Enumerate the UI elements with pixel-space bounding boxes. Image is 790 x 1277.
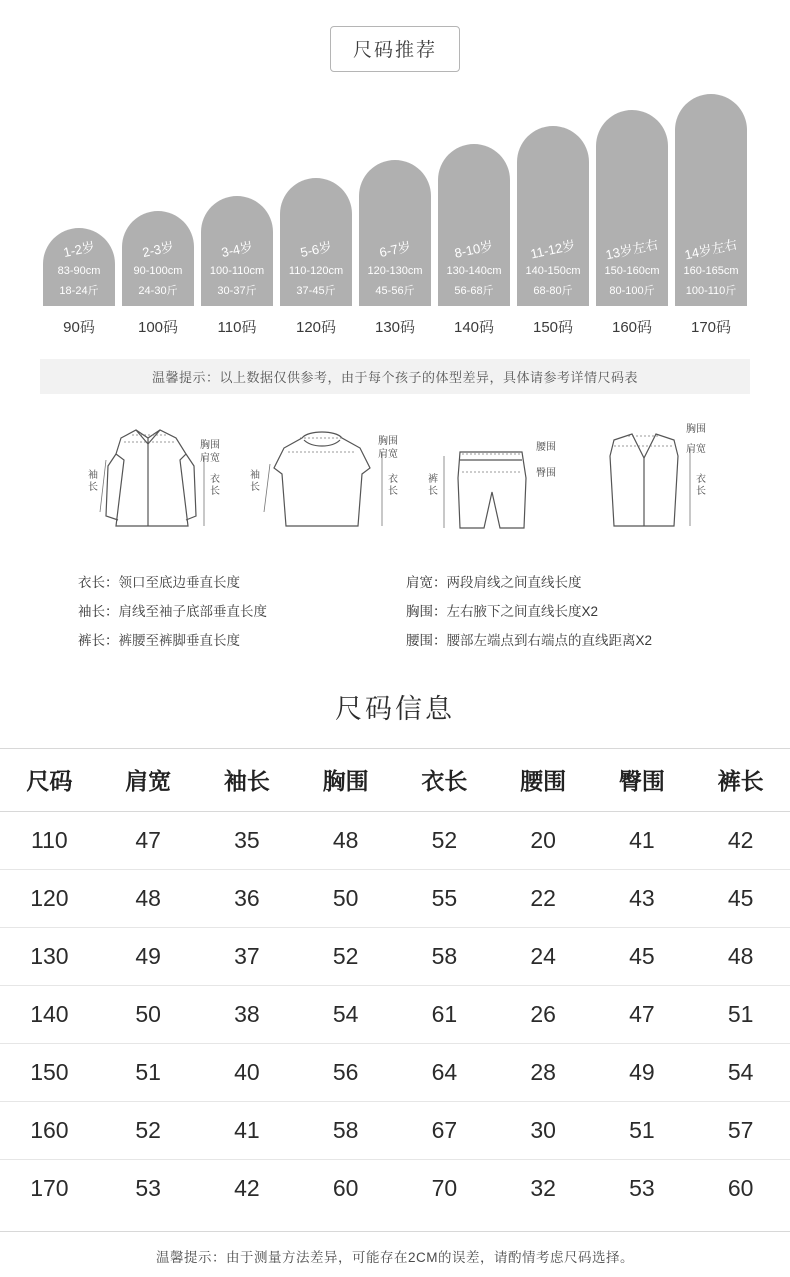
table-cell: 50: [296, 870, 395, 928]
table-cell: 24: [494, 928, 593, 986]
table-cell: 58: [296, 1102, 395, 1160]
size-bar: [517, 126, 589, 306]
table-cell: 51: [691, 986, 790, 1044]
table-cell: 60: [727, 1175, 754, 1201]
table-cell: 58: [395, 928, 494, 986]
size-bar-column: [435, 144, 514, 337]
size-bar-code: 130码: [374, 319, 416, 336]
definition-term: 袖长：: [78, 604, 119, 619]
size-bar-weight: 45-56斤: [375, 285, 415, 297]
jacket-length-label: 衣: [210, 474, 220, 485]
table-cell: 45: [593, 928, 692, 986]
size-bar-code: 170码: [690, 319, 732, 336]
table-cell: 52: [296, 928, 395, 986]
size-bar-weight: 56-68斤: [454, 285, 494, 297]
table-cell: 50: [99, 986, 198, 1044]
vest-chest-label: 胸围: [686, 424, 706, 435]
size-bar-column: [40, 228, 119, 337]
table-cell: 47: [593, 986, 692, 1044]
table-cell: 70: [431, 1175, 458, 1201]
size-bar-age: 2-3岁: [141, 238, 176, 261]
definition-item: [406, 568, 712, 597]
table-cell: 41: [593, 812, 692, 870]
jacket-sleeve-label: 袖: [88, 470, 98, 481]
footer-tip: 温馨提示：由于测量方法差异，可能存在2CM的误差，请酌情考虑尺码选择。: [0, 1231, 790, 1266]
table-cell: 60: [332, 1175, 359, 1201]
definitions-left-column: [78, 568, 384, 655]
table-row: [0, 1102, 790, 1160]
jacket-chest-label: 胸围: [200, 440, 220, 451]
definition-term: 裤长：: [78, 633, 119, 648]
table-cell: 57: [691, 1102, 790, 1160]
table-cell: 67: [395, 1102, 494, 1160]
definition-term: 腰围：: [406, 633, 447, 648]
size-bar-code: 150码: [532, 319, 574, 336]
size-bar-weight: 100-110斤: [685, 285, 737, 297]
size-info-table: [0, 748, 790, 1217]
jacket-length-label2: 长: [210, 486, 220, 497]
table-header-cell: 胸围: [296, 749, 395, 812]
table-cell: 38: [198, 986, 297, 1044]
jacket-shoulder-label: 肩宽: [200, 453, 220, 464]
table-cell: 53: [135, 1175, 161, 1201]
table-header-row: [0, 749, 790, 812]
table-cell: 48: [99, 870, 198, 928]
table-cell: 54: [691, 1044, 790, 1102]
table-header-cell: 腰围: [494, 749, 593, 812]
definition-desc: 裤腰至裤脚垂直长度: [118, 633, 240, 648]
table-cell: 48: [691, 928, 790, 986]
table-header-cell: 衣长: [395, 749, 494, 812]
size-bar: [43, 228, 115, 306]
pants-waist-label: 腰围: [536, 442, 556, 453]
sweater-shoulder-label: 肩宽: [378, 449, 398, 460]
size-bar-weight: 37-45斤: [296, 285, 336, 297]
size-bar-code: 110码: [217, 319, 257, 336]
size-bar-height: 83-90cm: [57, 265, 101, 277]
size-bar: [438, 144, 510, 306]
definition-term: 肩宽：: [406, 575, 447, 590]
size-bar-height: 120-130cm: [367, 265, 423, 277]
top-tip-banner: 温馨提示：以上数据仅供参考，由于每个孩子的体型差异，具体请参考详情尺码表: [40, 359, 750, 394]
table-cell: 40: [198, 1044, 297, 1102]
table-cell: 120: [0, 870, 99, 928]
size-bar: [280, 178, 352, 306]
size-bar-weight: 18-24斤: [59, 285, 99, 297]
sweater-sleeve-label2: 长: [250, 482, 260, 493]
jacket-diagram: [76, 408, 236, 558]
measurement-definitions: [78, 568, 712, 655]
size-bar-age: 8-10岁: [453, 238, 495, 261]
table-cell: 35: [198, 812, 297, 870]
size-bar-height: 130-140cm: [446, 265, 502, 277]
table-cell: 26: [494, 986, 593, 1044]
size-bar-age: 6-7岁: [378, 238, 413, 261]
table-cell: 52: [99, 1102, 198, 1160]
definition-desc: 腰部左端点到右端点的直线距离X2: [446, 633, 653, 648]
table-cell: 61: [395, 986, 494, 1044]
jacket-sleeve-label2: 长: [88, 482, 98, 493]
size-recommend-badge: 尺码推荐: [330, 26, 460, 72]
table-cell: 36: [198, 870, 297, 928]
size-bar: [122, 211, 194, 306]
table-cell: 52: [395, 812, 494, 870]
sweater-diagram: [242, 408, 412, 558]
vest-diagram: [574, 408, 714, 558]
definition-desc: 两段肩线之间直线长度: [446, 575, 582, 590]
size-bar-code: 90码: [63, 319, 95, 336]
vest-length-label: 衣: [696, 474, 706, 485]
size-bar-weight: 80-100斤: [609, 285, 655, 297]
size-bar-height: 150-160cm: [604, 265, 660, 277]
sweater-sleeve-label: 袖: [250, 470, 260, 481]
size-bar: [675, 94, 747, 306]
table-header-cell: 袖长: [198, 749, 297, 812]
table-row: [0, 870, 790, 928]
size-bar-weight: 24-30斤: [138, 285, 178, 297]
vest-shoulder-label: 肩宽: [686, 444, 706, 455]
pants-diagram: [418, 408, 568, 558]
table-row: [0, 1044, 790, 1102]
size-bar-height: 140-150cm: [525, 265, 581, 277]
table-cell: 45: [691, 870, 790, 928]
table-cell: 170: [30, 1175, 69, 1201]
table-header-cell: 肩宽: [99, 749, 198, 812]
size-bar-weight: 68-80斤: [533, 285, 573, 297]
table-cell: 110: [0, 812, 99, 870]
size-bar-age: 3-4岁: [220, 238, 255, 261]
table-cell: 42: [234, 1175, 260, 1201]
table-header-cell: 臀围: [593, 749, 692, 812]
pants-length-label2: 长: [428, 486, 438, 497]
size-bar-height: 90-100cm: [133, 265, 183, 277]
table-cell: 55: [395, 870, 494, 928]
size-bar-column: [198, 196, 277, 337]
size-bar-code: 100码: [137, 319, 179, 336]
sweater-length-label: 衣: [388, 474, 398, 485]
table-cell: 140: [0, 986, 99, 1044]
size-bar-column: [119, 211, 198, 337]
size-bar: [359, 160, 431, 306]
table-cell: 48: [296, 812, 395, 870]
table-cell: 49: [593, 1044, 692, 1102]
table-row: [0, 1160, 790, 1218]
table-cell: 42: [691, 812, 790, 870]
size-bar-height: 110-120cm: [288, 265, 344, 277]
table-cell: 41: [198, 1102, 297, 1160]
table-cell: 22: [494, 870, 593, 928]
vest-length-label2: 长: [696, 486, 706, 497]
size-bar-column: [672, 94, 751, 337]
table-header-cell: 尺码: [0, 749, 99, 812]
size-bar-column: [277, 178, 356, 337]
table-cell: 47: [99, 812, 198, 870]
size-bar-column: [593, 110, 672, 337]
pants-length-label: 裤: [428, 474, 438, 485]
definitions-right-column: [384, 568, 712, 655]
table-cell: 130: [0, 928, 99, 986]
size-bar-height: 160-165cm: [683, 265, 739, 277]
definition-item: [78, 597, 384, 626]
sweater-chest-label: 胸围: [378, 436, 398, 447]
table-cell: 43: [593, 870, 692, 928]
size-bar-age: 13岁左右: [604, 236, 660, 263]
table-cell: 32: [530, 1175, 556, 1201]
table-cell: 64: [395, 1044, 494, 1102]
page-title: 尺码信息: [335, 694, 455, 724]
table-row: [0, 986, 790, 1044]
size-bar: [596, 110, 668, 306]
definition-term: 胸围：: [406, 604, 447, 619]
table-cell: 51: [99, 1044, 198, 1102]
table-cell: 28: [494, 1044, 593, 1102]
definition-item: [406, 626, 712, 655]
garment-diagrams: [0, 408, 790, 558]
size-bar-code: 120码: [295, 319, 337, 336]
size-bar-weight: 30-37斤: [217, 285, 257, 297]
table-cell: 150: [0, 1044, 99, 1102]
size-bar-code: 140码: [453, 319, 495, 336]
table-cell: 53: [629, 1175, 655, 1201]
definition-item: [78, 626, 384, 655]
definition-item: [78, 568, 384, 597]
definition-desc: 领口至底边垂直长度: [118, 575, 240, 590]
table-cell: 160: [0, 1102, 99, 1160]
table-row: [0, 928, 790, 986]
table-cell: 56: [296, 1044, 395, 1102]
size-bar: [201, 196, 273, 306]
definition-item: [406, 597, 712, 626]
table-header-cell: 裤长: [691, 749, 790, 812]
size-bar-code: 160码: [611, 319, 653, 336]
size-bar-age: 11-12岁: [529, 237, 577, 262]
definition-desc: 左右腋下之间直线长度X2: [446, 604, 599, 619]
table-cell: 20: [494, 812, 593, 870]
size-bar-chart: [0, 94, 790, 337]
pants-hip-label: 臀围: [536, 468, 556, 479]
table-row: [0, 812, 790, 870]
sweater-length-label2: 长: [388, 486, 398, 497]
header-section: [0, 26, 790, 72]
size-bar-age: 1-2岁: [62, 238, 97, 261]
size-bar-height: 100-110cm: [209, 265, 265, 277]
table-cell: 54: [296, 986, 395, 1044]
table-cell: 30: [494, 1102, 593, 1160]
table-cell: 51: [593, 1102, 692, 1160]
table-cell: 49: [99, 928, 198, 986]
definition-term: 衣长：: [78, 575, 119, 590]
definition-desc: 肩线至袖子底部垂直长度: [118, 604, 267, 619]
table-cell: 37: [198, 928, 297, 986]
size-bar-column: [356, 160, 435, 337]
size-bar-age: 5-6岁: [299, 238, 334, 261]
size-bar-column: [514, 126, 593, 337]
size-bar-age: 14岁左右: [683, 236, 739, 263]
